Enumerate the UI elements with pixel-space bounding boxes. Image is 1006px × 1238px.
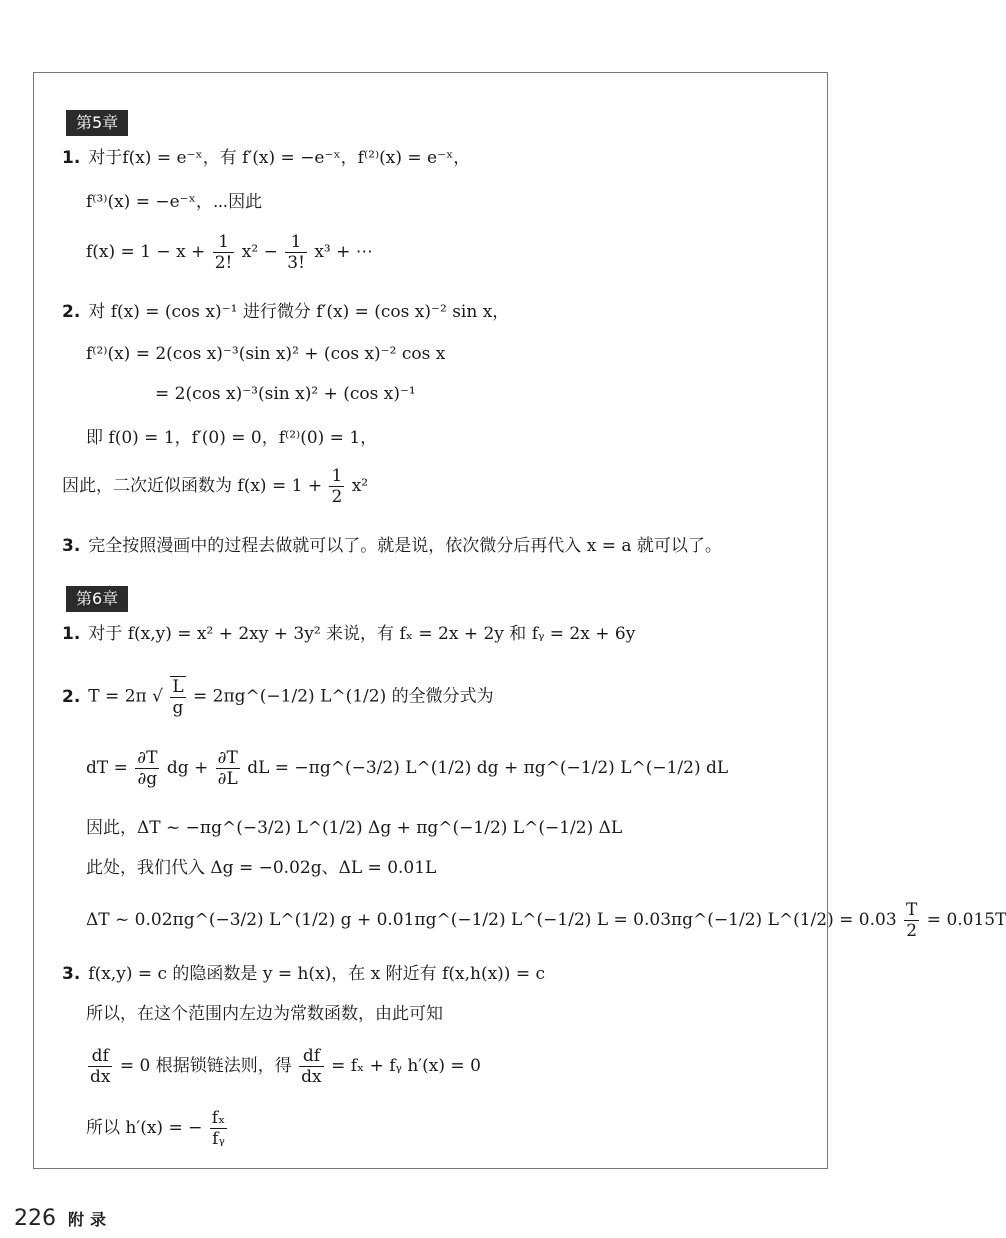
chapter-5-label: 第5章 <box>66 110 128 136</box>
ch6-q1-text: 对于 f(x,y) = x² + 2xy + 3y² 来说，有 fₓ = 2x + 2y 和 fᵧ = 2x + 6y <box>88 624 636 644</box>
ch6-q2-partial-g <box>135 748 159 789</box>
frac-denominator: ∂L <box>217 769 238 789</box>
frac-numerator: 1 <box>285 232 307 253</box>
ch5-q2-line5 <box>62 466 368 507</box>
ch6-q2-number: 2. <box>62 686 81 707</box>
ch6-q2-dT: dT = <box>86 758 128 778</box>
ch5-q2-text1: 对 f(x) = (cos x)⁻¹ 进行微分 f′(x) = (cos x)⁻² sin x， <box>88 302 510 322</box>
ch6-q2-line1 <box>62 676 494 718</box>
ch5-q2-text5a: 因此，二次近似函数为 f(x) = 1 + <box>62 476 323 496</box>
ch5-q1-text2a: f⁽³⁾(x) = −e⁻ˣ，⋯ <box>86 192 229 212</box>
frac-denominator: dx <box>301 1067 322 1087</box>
ch5-q3-number: 3. <box>62 536 81 556</box>
frac-numerator: 1 <box>331 466 343 486</box>
ch5-q1-number: 1. <box>62 148 81 168</box>
page-number: 226 <box>14 1206 56 1231</box>
ch6-q2-mid: dg + <box>166 758 209 778</box>
frac-denominator: 3! <box>287 253 305 273</box>
ch5-q2-line3: = 2(cos x)⁻³(sin x)² + (cos x)⁻¹ <box>155 384 416 404</box>
frac-numerator: 1 <box>213 232 235 253</box>
ch6-q2-frac-T2 <box>904 900 919 941</box>
ch6-q2-text1b: = 2πg^(−1/2) L^(1/2) 的全微分式为 <box>193 686 494 707</box>
ch6-q2-text1a: T = 2π √ <box>88 686 163 707</box>
chapter-6-label: 第6章 <box>66 586 128 612</box>
ch5-q2-line2: f⁽²⁾(x) = 2(cos x)⁻³(sin x)² + (cos x)⁻² cos x <box>86 344 446 364</box>
frac-numerator: df <box>88 1046 112 1067</box>
appendix-label: 附录 <box>68 1210 113 1229</box>
ch5-q3-text: 完全按照漫画中的过程去做就可以了。就是说，依次微分后再代入 x = a 就可以了。 <box>88 536 722 556</box>
ch5-q2-text5b: x² <box>351 476 369 496</box>
frac-numerator: ∂T <box>137 748 158 768</box>
ch6-q2-line3: 因此，ΔT ~ −πg^(−3/2) L^(1/2) Δg + πg^(−1/2) L^(−1/2) ΔL <box>86 818 623 838</box>
ch6-q1-line <box>62 622 635 646</box>
ch6-q2-text5a: ΔT ~ 0.02πg^(−3/2) L^(1/2) g + 0.01πg^(−1/2) L^(−1/2) L = 0.03πg^(−1/2) L^(1/2) = 0.03 <box>86 910 897 930</box>
ch6-q2-text5b: = 0.015T <box>926 910 1006 930</box>
ch6-q3-text1: f(x,y) = c 的隐函数是 y = h(x)，在 x 附近有 f(x,h(x)) = c <box>88 964 546 984</box>
ch5-q1-text3a: f(x) = 1 − x + <box>86 242 206 262</box>
ch5-q1-text3b: x² − <box>241 242 278 262</box>
ch5-q1-frac2 <box>285 232 307 273</box>
frac-numerator: ∂T <box>217 748 238 768</box>
ch5-q1-text1: f(x) = e⁻ˣ，有 f′(x) = −e⁻ˣ，f⁽²⁾(x) = e⁻ˣ， <box>122 148 471 168</box>
ch6-q2-line5 <box>86 900 1006 941</box>
ch6-q1-number: 1. <box>62 624 81 644</box>
ch5-q1-text3c: x³ + ⋯ <box>314 242 373 262</box>
ch6-q3-number: 3. <box>62 964 81 984</box>
ch5-q3-line <box>62 534 722 558</box>
frac-denominator: 2! <box>214 253 233 273</box>
frac-denominator: 2 <box>331 487 343 507</box>
frac-denominator: fᵧ <box>212 1129 225 1149</box>
frac-denominator: 2 <box>906 921 918 941</box>
ch6-q2-line4: 此处，我们代入 Δg = −0.02g、ΔL = 0.01L <box>86 858 437 878</box>
ch5-q1-line2 <box>86 190 262 214</box>
frac-denominator: ∂g <box>137 769 158 789</box>
frac-numerator: df <box>299 1046 323 1067</box>
ch5-q2-line1 <box>62 300 509 324</box>
frac-numerator: L <box>172 677 184 697</box>
ch6-q2-sqrt-frac <box>170 676 185 718</box>
ch6-q3-frac-dfdx-2 <box>299 1046 323 1087</box>
ch5-q2-frac <box>329 466 344 507</box>
ch6-q3-line2: 所以，在这个范围内左边为常数函数，由此可知 <box>86 1004 443 1024</box>
ch5-q1-frac1 <box>213 232 235 273</box>
frac-numerator: fₓ <box>211 1108 226 1128</box>
ch6-q3-text3a: = 0 根据锁链法则，得 <box>119 1056 292 1076</box>
page-footer <box>14 1206 112 1231</box>
ch6-q2-line2 <box>86 748 728 789</box>
ch6-q3-text4a: 所以 h′(x) = − <box>86 1118 203 1138</box>
frac-denominator: dx <box>90 1067 111 1087</box>
frac-numerator: T <box>906 900 918 920</box>
ch5-q1-text2b: 因此 <box>228 192 263 212</box>
ch6-q3-frac-dfdx-1 <box>88 1046 112 1087</box>
ch5-q2-line4: 即 f(0) = 1，f′(0) = 0，f⁽²⁾(0) = 1， <box>86 428 378 448</box>
ch6-q2-end: dL = −πg^(−3/2) L^(1/2) dg + πg^(−1/2) L^(−1/2) dL <box>247 758 729 778</box>
ch5-q1-intro: 对于 <box>88 148 123 168</box>
ch5-q1-line1 <box>62 146 470 170</box>
ch6-q3-line1 <box>62 962 545 986</box>
ch5-q1-line3 <box>86 232 373 273</box>
ch6-q3-line4 <box>86 1108 229 1149</box>
ch6-q3-line3 <box>86 1046 481 1087</box>
ch6-q2-partial-L <box>216 748 240 789</box>
ch5-q2-number: 2. <box>62 302 81 322</box>
frac-denominator: g <box>172 698 184 718</box>
ch6-q3-text3b: = fₓ + fᵧ h′(x) = 0 <box>331 1056 481 1076</box>
ch6-q3-frac-fx-fy <box>210 1108 228 1149</box>
